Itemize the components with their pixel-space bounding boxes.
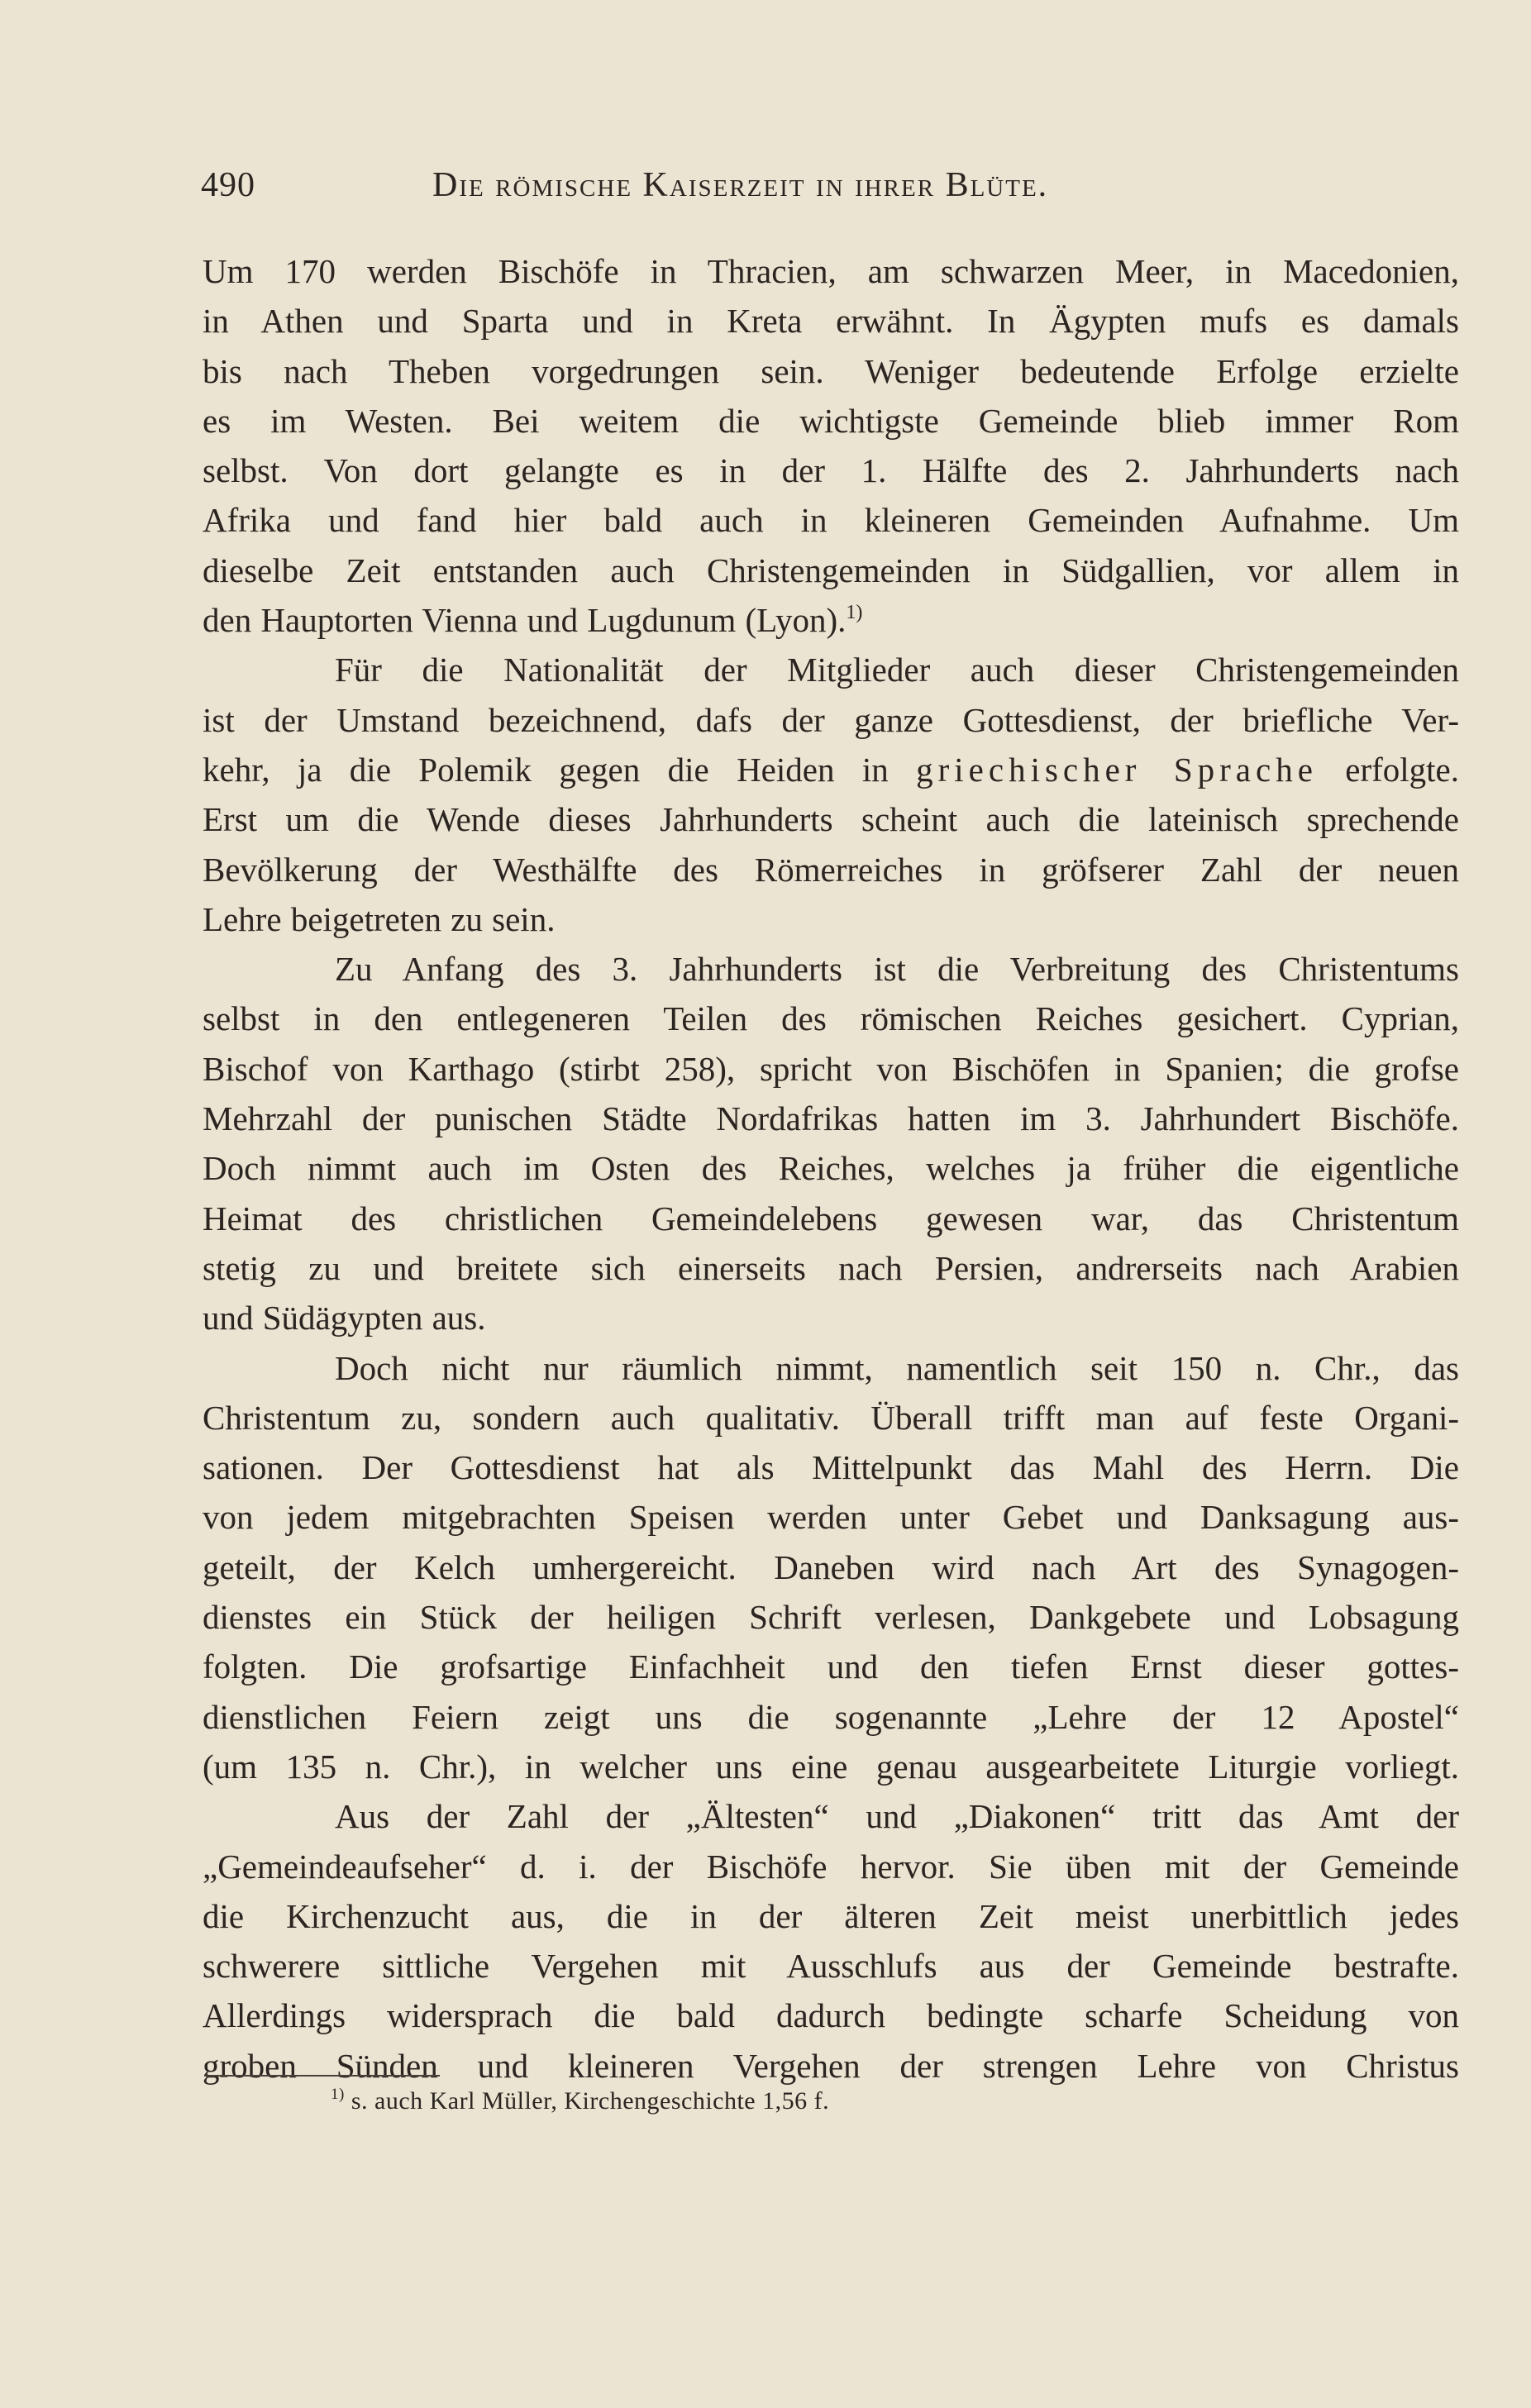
page-header bbox=[201, 165, 1457, 215]
text-line: Zu Anfang des 3. Jahrhunderts ist die Verbreitung des Christentums bbox=[335, 950, 1459, 989]
text-line: von jedem mitgebrachten Speisen werden unter Gebet und Danksagung aus- bbox=[203, 1498, 1459, 1537]
text-line: die Kirchenzucht aus, die in der älteren Zeit meist unerbittlich jedes bbox=[203, 1896, 1459, 1935]
text-line bbox=[203, 745, 1459, 794]
text-line: es im Westen. Bei weitem die wichtigste Gemeinde blieb immer Rom bbox=[203, 401, 1459, 440]
text-line-content: kehr, ja die Polemik gegen die Heiden in bbox=[203, 750, 889, 789]
text-line: Bevölkerung der Westhälfte des Römerreiches in gröfserer Zahl der neuen bbox=[203, 850, 1459, 889]
footnote-reference: 1) bbox=[846, 602, 863, 624]
text-line: „Gemeindeaufseher“ d. i. der Bischöfe hervor. Sie üben mit der Gemeinde bbox=[203, 1847, 1459, 1886]
text-line: schwerere sittliche Vergehen mit Ausschlufs aus der Gemeinde bestrafte. bbox=[203, 1947, 1459, 1986]
footnote-text: s. auch Karl Müller, Kirchengeschichte 1,56 f. bbox=[344, 2087, 830, 2115]
text-line: Afrika und fand hier bald auch in kleineren Gemeinden Aufnahme. Um bbox=[203, 501, 1459, 540]
text-line: Bischof von Karthago (stirbt 258), spricht von Bischöfen in Spanien; die grofse bbox=[203, 1049, 1459, 1088]
footnote bbox=[331, 2077, 829, 2126]
text-line: groben Sünden und kleineren Vergehen der strengen Lehre von Christus bbox=[203, 2046, 1459, 2085]
running-title: Die römische Kaiserzeit in ihrer Blüte. bbox=[432, 166, 1049, 204]
text-line: Um 170 werden Bischöfe in Thracien, am schwarzen Meer, in Macedonien, bbox=[203, 252, 1459, 290]
text-line: Doch nimmt auch im Osten des Reiches, welches ja früher die eigentliche bbox=[203, 1149, 1459, 1188]
text-line: in Athen und Sparta und in Kreta erwähnt. In Ägypten mufs es damals bbox=[203, 302, 1459, 341]
text-line: Doch nicht nur räumlich nimmt, namentlich seit 150 n. Chr., das bbox=[335, 1348, 1459, 1387]
text-line: und Südägypten aus. bbox=[203, 1299, 486, 1338]
text-line: dienstlichen Feiern zeigt uns die sogenannte „Lehre der 12 Apostel“ bbox=[203, 1697, 1459, 1736]
text-line: selbst. Von dort gelangte es in der 1. Hälfte des 2. Jahrhunderts nach bbox=[203, 451, 1459, 490]
text-line: ist der Umstand bezeichnend, dafs der ganze Gottesdienst, der briefliche Ver- bbox=[203, 700, 1459, 739]
text-line bbox=[203, 595, 1459, 645]
page-number: 490 bbox=[201, 166, 255, 204]
text-line: Erst um die Wende dieses Jahrhunderts scheint auch die lateinisch sprechende bbox=[203, 800, 1459, 839]
text-line: sationen. Der Gottesdienst hat als Mittelpunkt das Mahl des Herrn. Die bbox=[203, 1448, 1459, 1487]
text-line: folgten. Die grofsartige Einfachheit und den tiefen Ernst dieser gottes- bbox=[203, 1647, 1459, 1686]
emphasized-phrase: griechischer Sprache bbox=[916, 750, 1318, 789]
text-line: Für die Nationalität der Mitglieder auch dieser Christengemeinden bbox=[335, 651, 1459, 689]
text-line: Lehre beigetreten zu sein. bbox=[203, 899, 556, 938]
text-line: selbst in den entlegeneren Teilen des römischen Reiches gesichert. Cyprian, bbox=[203, 999, 1459, 1038]
footnote-marker: 1) bbox=[331, 2086, 345, 2103]
text-line: stetig zu und breitete sich einerseits nach Persien, andrerseits nach Arabien bbox=[203, 1248, 1459, 1287]
text-line: Christentum zu, sondern auch qualitativ. Überall trifft man auf feste Organi- bbox=[203, 1398, 1459, 1437]
body-text bbox=[203, 246, 1459, 2091]
text-line: bis nach Theben vorgedrungen sein. Weniger bedeutende Erfolge erzielte bbox=[203, 351, 1459, 390]
text-line: dienstes ein Stück der heiligen Schrift verlesen, Dankgebete und Lobsagung bbox=[203, 1598, 1459, 1637]
text-line: Aus der Zahl der „Ältesten“ und „Diakonen“ tritt das Amt der bbox=[335, 1797, 1459, 1836]
text-line: geteilt, der Kelch umhergereicht. Daneben wird nach Art des Synagogen- bbox=[203, 1547, 1459, 1586]
text-line: Allerdings widersprach die bald dadurch bedingte scharfe Scheidung von bbox=[203, 1996, 1459, 2035]
text-line-content: den Hauptorten Vienna und Lugdunum (Lyon). bbox=[203, 601, 847, 640]
text-line: Mehrzahl der punischen Städte Nordafrikas hatten im 3. Jahrhundert Bischöfe. bbox=[203, 1099, 1459, 1138]
text-line: (um 135 n. Chr.), in welcher uns eine genau ausgearbeitete Liturgie vorliegt. bbox=[203, 1747, 1459, 1786]
text-line: dieselbe Zeit entstanden auch Christengemeinden in Südgallien, vor allem in bbox=[203, 551, 1459, 589]
text-line: Heimat des christlichen Gemeindelebens gewesen war, das Christentum bbox=[203, 1199, 1459, 1237]
text-line-content: erfolgte. bbox=[1317, 750, 1460, 789]
